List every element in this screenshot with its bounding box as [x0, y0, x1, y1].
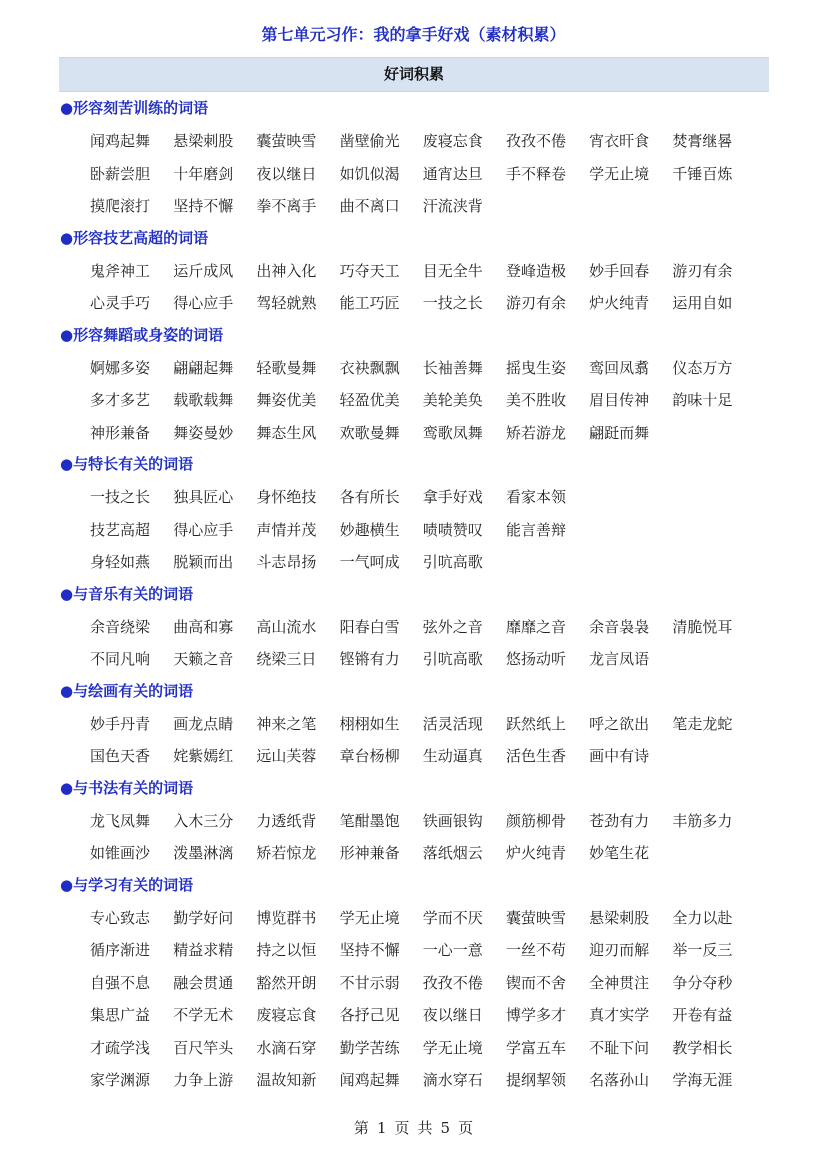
word-item: 一丝不苟	[505, 941, 566, 959]
word-row	[60, 805, 770, 838]
section-heading	[60, 93, 770, 125]
word-item: 美不胜收	[505, 391, 566, 409]
word-row	[60, 352, 770, 385]
word-item: 泼墨淋漓	[173, 844, 234, 862]
footer-total-label: 共	[417, 1119, 433, 1137]
word-item: 千锤百炼	[672, 164, 733, 183]
word-item: 余音绕梁	[90, 617, 151, 636]
word-item: 博学多才	[505, 1006, 566, 1024]
word-item: 力争上游	[173, 1071, 234, 1089]
footer-page-number: 1	[376, 1119, 387, 1137]
word-item: 教学相长	[672, 1038, 733, 1057]
section-heading-text: 与绘画有关的词语	[73, 681, 194, 700]
word-item: 绕梁三日	[256, 650, 317, 668]
word-item: 活色生香	[505, 747, 566, 765]
word-item: 鬼斧神工	[90, 261, 151, 280]
word-item: 争分夺秒	[672, 973, 733, 992]
word-item: 翩翩起舞	[173, 358, 234, 377]
word-item: 多才多艺	[90, 391, 151, 409]
word-item: 姹紫嫣红	[173, 747, 234, 765]
word-row	[60, 967, 770, 1000]
word-row	[60, 934, 770, 967]
footer-page-label: 第	[353, 1119, 369, 1137]
word-item: 余音袅袅	[589, 617, 650, 636]
section-heading	[60, 870, 770, 902]
word-item: 国色天香	[90, 747, 151, 765]
bullet-icon: ●	[60, 875, 74, 894]
word-item: 斗志昂扬	[256, 553, 317, 571]
word-item: 卧薪尝胆	[90, 164, 151, 183]
bullet-icon: ●	[60, 681, 74, 700]
word-item: 精益求精	[173, 941, 234, 959]
word-row	[60, 255, 770, 288]
word-item: 开卷有益	[672, 1006, 733, 1024]
word-item: 章台杨柳	[339, 747, 400, 765]
word-item: 学无止境	[422, 1038, 483, 1057]
word-item: 一气呵成	[339, 553, 400, 571]
section-heading-text: 与特长有关的词语	[73, 455, 194, 473]
word-item: 豁然开朗	[256, 973, 317, 992]
word-item: 轻歌曼舞	[256, 358, 317, 377]
word-item: 家学渊源	[90, 1071, 151, 1089]
word-item: 力透纸背	[256, 811, 317, 830]
word-item: 矫若游龙	[505, 423, 566, 442]
word-item: 学富五车	[505, 1038, 566, 1057]
bullet-icon: ●	[60, 778, 74, 797]
bullet-icon: ●	[60, 99, 74, 117]
word-item: 曲高和寡	[173, 617, 234, 636]
word-item: 如锥画沙	[90, 844, 151, 862]
word-item: 炉火纯青	[589, 294, 650, 312]
word-item: 鸾歌凤舞	[422, 423, 483, 442]
word-item: 驾轻就熟	[256, 294, 317, 312]
page-footer	[0, 1117, 827, 1138]
word-item: 能言善辩	[505, 520, 566, 539]
word-row	[60, 481, 770, 514]
word-item: 迎刃而解	[589, 941, 650, 959]
section-heading-text: 与学习有关的词语	[73, 875, 194, 894]
word-item: 学而不厌	[422, 908, 483, 927]
word-item: 翩跹而舞	[589, 423, 650, 442]
word-row	[60, 708, 770, 741]
section-heading	[60, 773, 770, 805]
word-item: 勤学好问	[173, 908, 234, 927]
word-item: 铿锵有力	[339, 650, 400, 668]
word-item: 水滴石穿	[256, 1038, 317, 1057]
bullet-icon: ●	[60, 325, 74, 344]
word-item: 栩栩如生	[339, 714, 400, 733]
section-banner: 好词积累	[59, 57, 769, 92]
word-item: 呼之欲出	[589, 714, 650, 733]
word-item: 韵味十足	[672, 391, 733, 409]
word-item: 游刃有余	[672, 261, 733, 280]
word-row	[60, 611, 770, 644]
word-item: 学海无涯	[672, 1071, 733, 1089]
section-heading	[60, 579, 770, 611]
word-item: 自强不息	[90, 973, 151, 992]
section-heading-text: 形容舞蹈或身姿的词语	[73, 325, 224, 344]
word-item: 拿手好戏	[422, 488, 483, 506]
word-row	[60, 287, 770, 320]
section-heading-text: 与书法有关的词语	[73, 778, 194, 797]
word-item: 温故知新	[256, 1071, 317, 1089]
word-item: 生动逼真	[422, 747, 483, 765]
word-item: 美轮美奂	[422, 391, 483, 409]
bullet-icon: ●	[60, 228, 74, 247]
word-item: 出神入化	[256, 261, 317, 280]
word-item: 妙手丹青	[90, 714, 151, 733]
word-item: 坚持不懈	[173, 197, 234, 215]
word-item: 高山流水	[256, 617, 317, 636]
section-heading	[60, 676, 770, 708]
word-item: 舞态生风	[256, 423, 317, 442]
word-item: 心灵手巧	[90, 294, 151, 312]
word-item: 摸爬滚打	[90, 197, 151, 215]
word-item: 轻盈优美	[339, 391, 400, 409]
word-item: 巧夺天工	[339, 261, 400, 280]
word-item: 天籁之音	[173, 650, 234, 668]
word-item: 悬梁刺股	[173, 132, 234, 150]
word-item: 十年磨剑	[173, 164, 234, 183]
word-row	[60, 837, 770, 870]
word-item: 孜孜不倦	[505, 132, 566, 150]
word-item: 笔酣墨饱	[339, 811, 400, 830]
section-heading	[60, 223, 770, 255]
word-item: 引吭高歌	[422, 553, 483, 571]
footer-page-word: 页	[394, 1119, 410, 1137]
word-item: 画龙点睛	[173, 714, 234, 733]
word-item: 汗流浃背	[422, 197, 483, 215]
word-item: 得心应手	[173, 520, 234, 539]
word-item: 声情并茂	[256, 520, 317, 539]
word-row	[60, 384, 770, 417]
word-item: 运用自如	[672, 294, 733, 312]
word-row	[60, 643, 770, 676]
word-row	[60, 514, 770, 547]
word-item: 婀娜多姿	[90, 358, 151, 377]
bullet-icon: ●	[60, 584, 74, 603]
word-item: 引吭高歌	[422, 650, 483, 668]
word-item: 跃然纸上	[505, 714, 566, 733]
word-item: 不甘示弱	[339, 973, 400, 992]
word-item: 身轻如燕	[90, 553, 151, 571]
word-row	[60, 740, 770, 773]
word-item: 夜以继日	[256, 164, 317, 183]
word-item: 一技之长	[90, 488, 151, 506]
word-item: 衣袂飘飘	[339, 358, 400, 377]
section-heading	[60, 449, 770, 481]
word-item: 全神贯注	[589, 973, 650, 992]
word-item: 提纲挈领	[505, 1071, 566, 1089]
word-item: 曲不离口	[339, 197, 400, 215]
word-item: 博览群书	[256, 908, 317, 927]
word-item: 废寝忘食	[256, 1006, 317, 1024]
word-item: 看家本领	[505, 488, 566, 506]
word-item: 得心应手	[173, 294, 234, 312]
word-item: 舞姿曼妙	[173, 423, 234, 442]
word-item: 一心一意	[422, 941, 483, 959]
word-item: 循序渐进	[90, 941, 151, 959]
word-item: 眉目传神	[589, 391, 650, 409]
word-item: 宵衣旰食	[589, 132, 650, 150]
word-item: 不学无术	[173, 1006, 234, 1024]
word-row	[60, 190, 770, 223]
section-heading-text: 形容技艺高超的词语	[73, 228, 209, 247]
word-list-content	[60, 93, 770, 1097]
word-item: 拳不离手	[256, 197, 317, 215]
word-item: 举一反三	[672, 941, 733, 959]
word-item: 长袖善舞	[422, 358, 483, 377]
word-item: 闻鸡起舞	[339, 1071, 400, 1089]
word-item: 才疏学浅	[90, 1038, 151, 1057]
word-item: 孜孜不倦	[422, 973, 483, 992]
word-item: 不耻下问	[589, 1038, 650, 1057]
word-item: 百尺竿头	[173, 1038, 234, 1057]
word-item: 弦外之音	[422, 617, 483, 636]
word-item: 载歌载舞	[173, 391, 234, 409]
word-item: 悠扬动听	[505, 650, 566, 668]
word-item: 神来之笔	[256, 714, 317, 733]
word-item: 龙言凤语	[589, 650, 650, 668]
word-item: 脱颖而出	[173, 553, 234, 571]
word-row	[60, 546, 770, 579]
word-item: 阳春白雪	[339, 617, 400, 636]
word-item: 持之以恒	[256, 941, 317, 959]
word-item: 远山芙蓉	[256, 747, 317, 765]
word-item: 技艺高超	[90, 520, 151, 539]
word-item: 囊萤映雪	[256, 132, 317, 150]
word-item: 全力以赴	[672, 908, 733, 927]
word-item: 铁画银钩	[422, 811, 483, 830]
word-item: 清脆悦耳	[672, 617, 733, 636]
word-item: 学无止境	[589, 164, 650, 183]
word-item: 名落孙山	[589, 1071, 650, 1089]
word-item: 舞姿优美	[256, 391, 317, 409]
word-item: 登峰造极	[505, 261, 566, 280]
word-item: 身怀绝技	[256, 488, 317, 506]
word-item: 炉火纯青	[505, 844, 566, 862]
word-item: 悬梁刺股	[589, 908, 650, 927]
word-item: 滴水穿石	[422, 1071, 483, 1089]
word-item: 形神兼备	[339, 844, 400, 862]
word-item: 集思广益	[90, 1006, 151, 1024]
word-item: 通宵达旦	[422, 164, 483, 183]
word-item: 囊萤映雪	[505, 908, 566, 927]
word-item: 矫若惊龙	[256, 844, 317, 862]
word-row	[60, 125, 770, 158]
word-item: 一技之长	[422, 294, 483, 312]
word-item: 废寝忘食	[422, 132, 483, 150]
word-row	[60, 1064, 770, 1097]
word-item: 能工巧匠	[339, 294, 400, 312]
word-row	[60, 902, 770, 935]
word-item: 妙趣横生	[339, 520, 400, 539]
word-item: 活灵活现	[422, 714, 483, 733]
word-item: 锲而不舍	[505, 973, 566, 992]
word-item: 闻鸡起舞	[90, 132, 151, 150]
word-item: 游刃有余	[505, 294, 566, 312]
word-item: 画中有诗	[589, 747, 650, 765]
word-item: 丰筋多力	[672, 811, 733, 830]
bullet-icon: ●	[60, 455, 74, 473]
footer-total-word: 页	[458, 1119, 474, 1137]
word-item: 各有所长	[339, 488, 400, 506]
document-title: 第七单元习作：我的拿手好戏（素材积累）	[261, 25, 566, 44]
word-item: 目无全牛	[422, 261, 483, 280]
word-item: 如饥似渴	[339, 164, 400, 183]
footer-total-number: 5	[440, 1119, 451, 1137]
word-item: 运斤成风	[173, 261, 234, 280]
section-heading	[60, 320, 770, 352]
word-item: 夜以继日	[422, 1006, 483, 1024]
word-item: 焚膏继晷	[672, 132, 733, 150]
word-item: 独具匠心	[173, 488, 234, 506]
word-item: 真才实学	[589, 1006, 650, 1024]
word-item: 不同凡响	[90, 650, 151, 668]
section-heading-text: 与音乐有关的词语	[73, 584, 194, 603]
word-row	[60, 1032, 770, 1065]
word-item: 专心致志	[90, 908, 151, 927]
word-item: 苍劲有力	[589, 811, 650, 830]
word-row	[60, 999, 770, 1032]
word-item: 坚持不懈	[339, 941, 400, 959]
word-item: 摇曳生姿	[505, 358, 566, 377]
word-item: 仪态万方	[672, 358, 733, 377]
word-item: 勤学苦练	[339, 1038, 400, 1057]
word-item: 凿壁偷光	[339, 132, 400, 150]
word-item: 学无止境	[339, 908, 400, 927]
word-item: 落纸烟云	[422, 844, 483, 862]
word-item: 手不释卷	[505, 164, 566, 183]
word-item: 入木三分	[173, 811, 234, 830]
word-item: 笔走龙蛇	[672, 714, 733, 733]
word-item: 妙手回春	[589, 261, 650, 280]
word-item: 靡靡之音	[505, 617, 566, 636]
word-row	[60, 158, 770, 191]
word-item: 妙笔生花	[589, 844, 650, 862]
word-item: 各抒己见	[339, 1006, 400, 1024]
section-heading-text: 形容刻苦训练的词语	[73, 99, 209, 117]
word-item: 龙飞凤舞	[90, 811, 151, 830]
word-item: 鸾回凤翥	[589, 358, 650, 377]
word-item: 融会贯通	[173, 973, 234, 992]
word-item: 颜筋柳骨	[505, 811, 566, 830]
word-row	[60, 417, 770, 450]
word-item: 欢歌曼舞	[339, 423, 400, 442]
word-item: 神形兼备	[90, 423, 151, 442]
word-item: 啧啧赞叹	[422, 520, 483, 539]
